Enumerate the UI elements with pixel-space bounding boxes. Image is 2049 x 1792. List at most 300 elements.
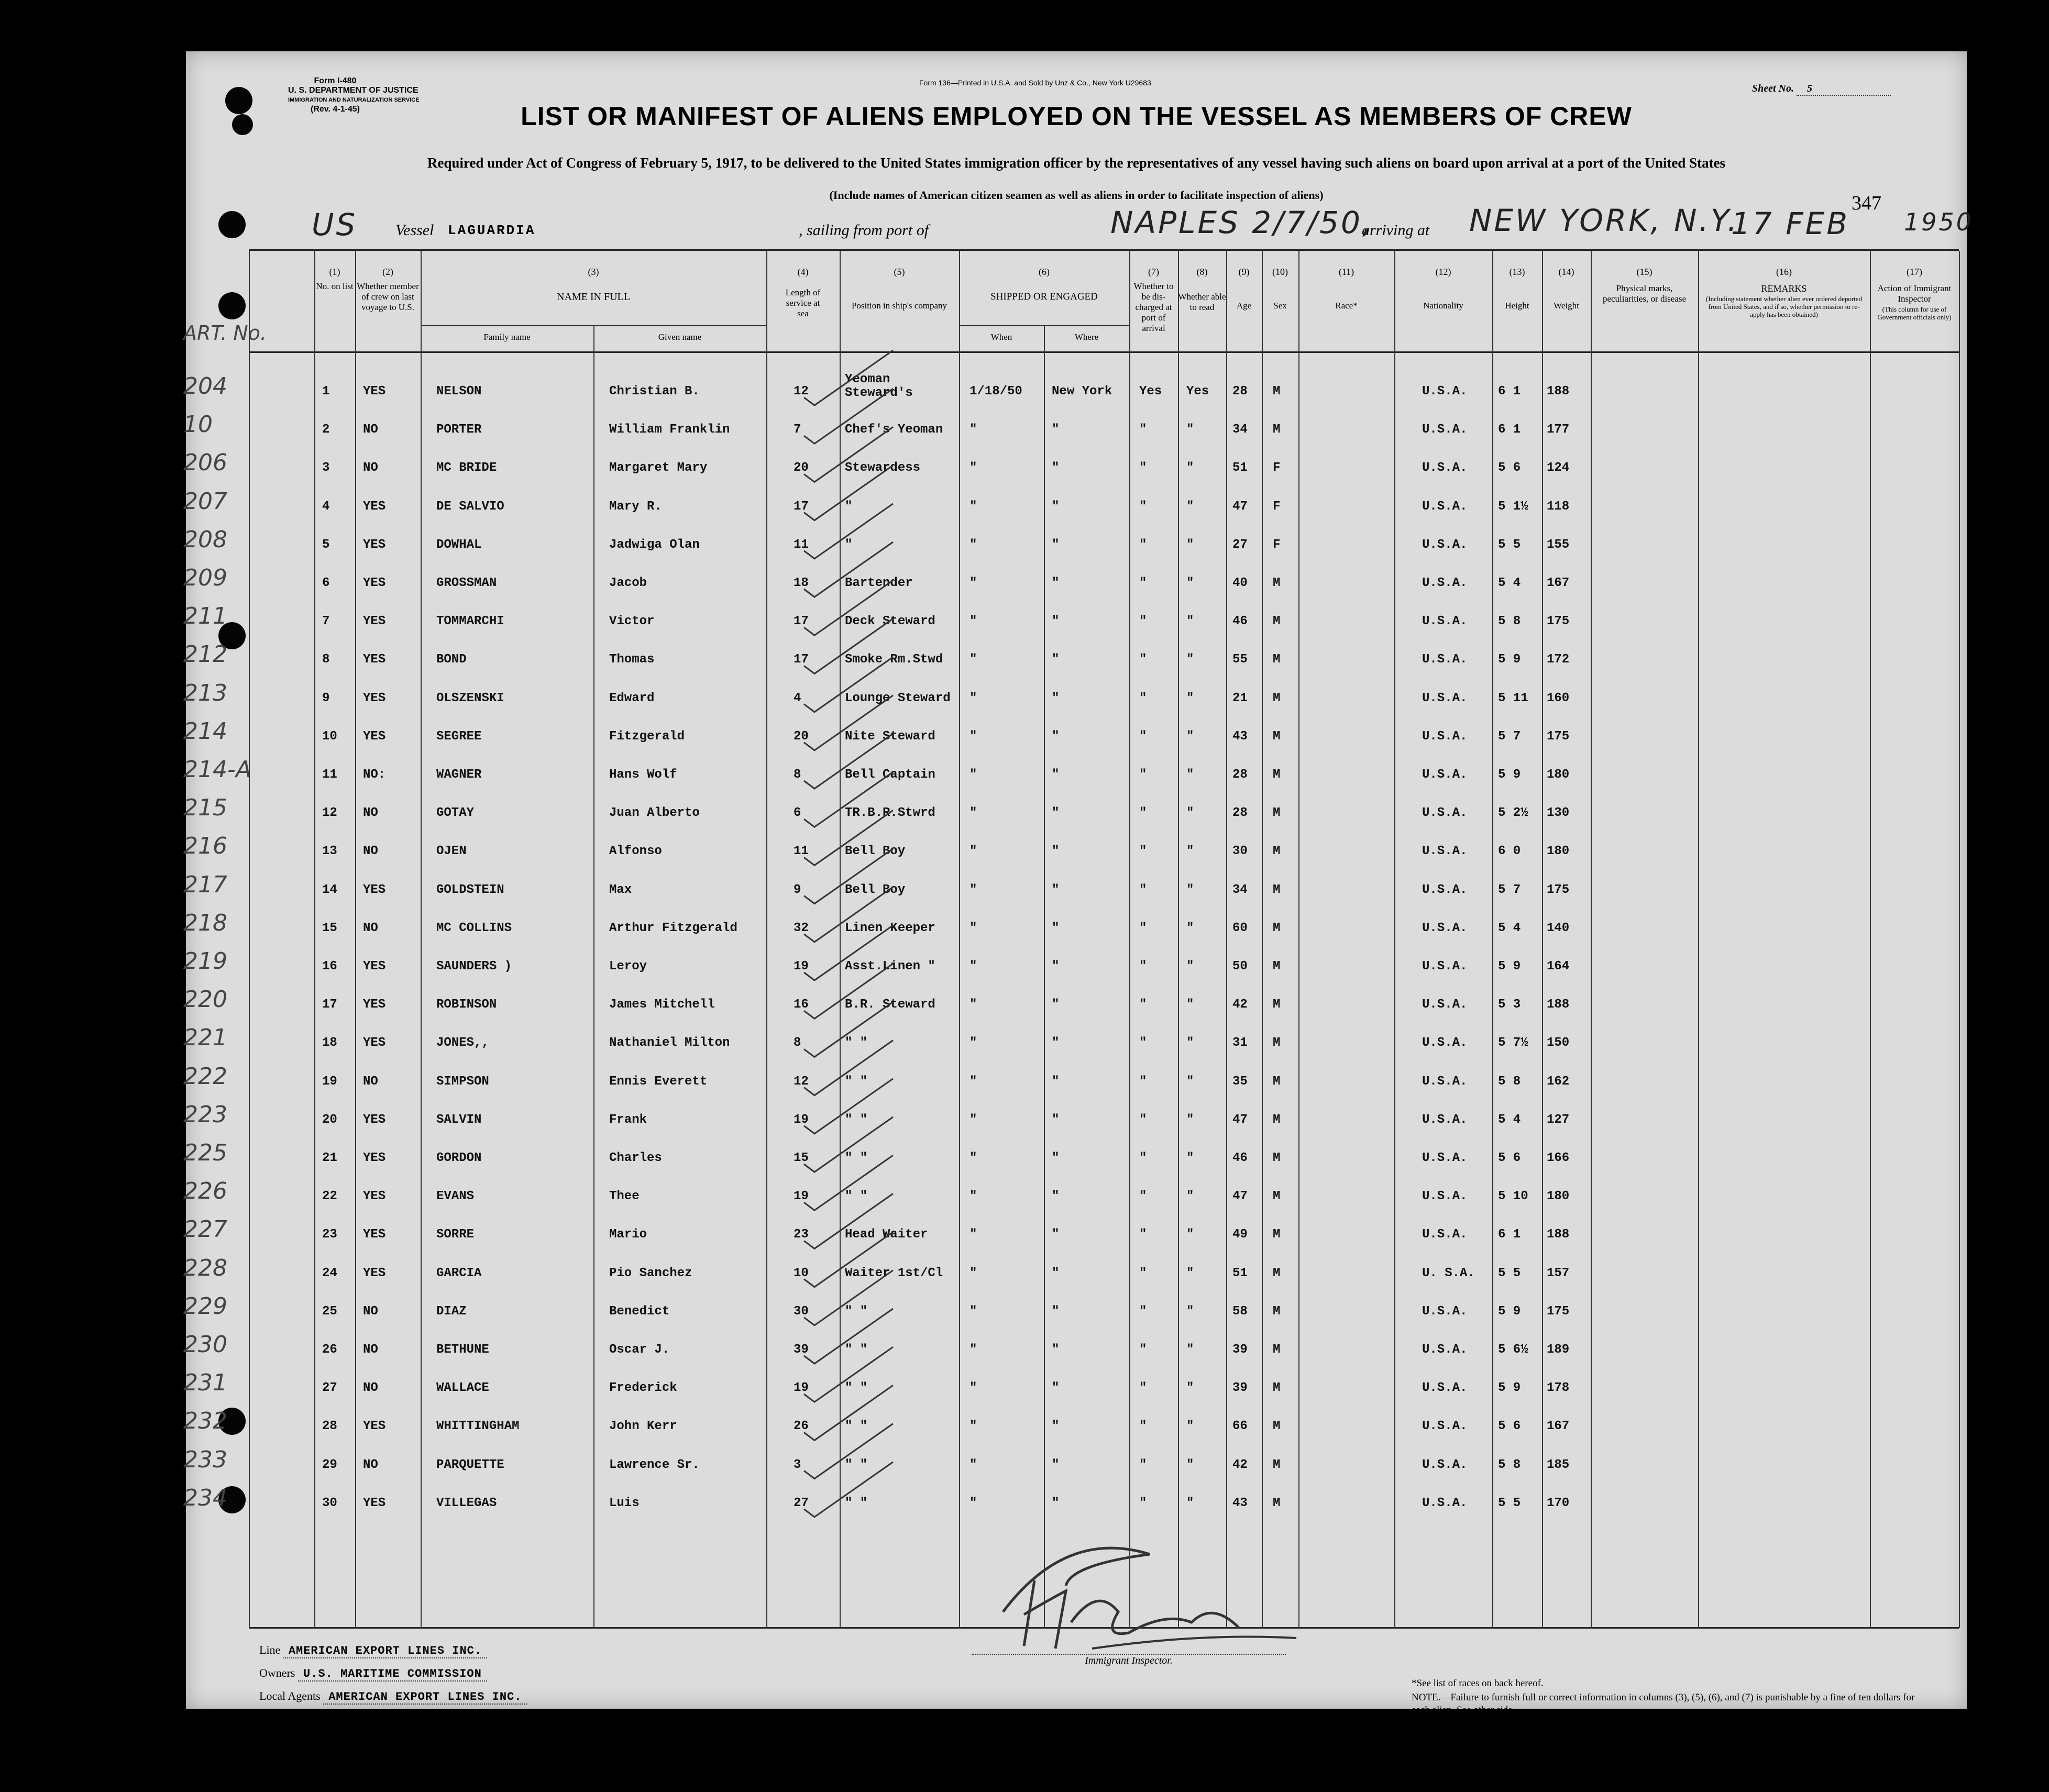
family-name: SORRE	[436, 1227, 475, 1242]
able-to-read: "	[1186, 1381, 1194, 1396]
age: 43	[1232, 729, 1248, 744]
shipped-when: "	[970, 1189, 977, 1204]
discharged: "	[1139, 576, 1147, 590]
sex: M	[1273, 806, 1281, 821]
position: Waiter 1st/Cl	[845, 1266, 943, 1280]
shipped-when: "	[970, 614, 977, 629]
discharged: "	[1139, 1151, 1147, 1165]
weight: 178	[1547, 1381, 1570, 1396]
col-head-8: Whether able to read	[1178, 292, 1226, 312]
given-name: Mario	[609, 1227, 647, 1242]
height: 5 8	[1498, 614, 1521, 629]
position: " "	[845, 1189, 868, 1204]
service-length: 6	[794, 806, 801, 821]
service-length: 8	[794, 768, 801, 782]
position: Asst.Linen "	[845, 959, 935, 974]
position: " "	[845, 1496, 868, 1510]
weight: 166	[1547, 1151, 1570, 1165]
given-name: Hans Wolf	[609, 768, 677, 782]
col-head-12: Nationality	[1423, 301, 1463, 311]
shipped-when: "	[970, 1074, 977, 1089]
shipped-where: "	[1052, 1381, 1060, 1396]
age: 49	[1232, 1227, 1248, 1242]
column-line	[1698, 251, 1699, 1628]
discharged: "	[1139, 1074, 1147, 1089]
last-voyage: YES	[363, 384, 386, 399]
last-voyage: YES	[363, 499, 386, 514]
height: 5 5	[1498, 1496, 1521, 1510]
col-head-5: Position in ship's company	[851, 301, 948, 311]
col-num-9: (9)	[1238, 267, 1250, 277]
position: Deck Steward	[845, 614, 935, 629]
given-name: Frederick	[609, 1381, 677, 1396]
family-name: BETHUNE	[436, 1343, 489, 1357]
art-number: 211	[183, 603, 227, 630]
shipped-when: "	[970, 1266, 977, 1280]
row-number: 2	[322, 423, 330, 437]
service-length: 16	[794, 998, 809, 1012]
height: 5 5	[1498, 1266, 1521, 1280]
able-to-read: "	[1186, 1074, 1194, 1089]
height: 5 7½	[1498, 1036, 1528, 1050]
sex: M	[1273, 652, 1281, 667]
nationality: U.S.A.	[1422, 1036, 1468, 1050]
art-number: 228	[183, 1254, 227, 1281]
family-name: PARQUETTE	[436, 1457, 504, 1472]
able-to-read: "	[1186, 576, 1194, 590]
given-name: Jacob	[609, 576, 647, 590]
nationality: U.S.A.	[1422, 614, 1468, 629]
shipped-where: "	[1052, 499, 1060, 514]
position: Chef's Yeoman	[845, 423, 943, 437]
service-length: 10	[794, 1266, 809, 1280]
art-number: 222	[183, 1063, 227, 1090]
shipped-where: "	[1052, 1189, 1060, 1204]
last-voyage: NO	[363, 1381, 378, 1396]
nationality: U.S.A.	[1422, 1381, 1468, 1396]
column-line	[1226, 251, 1227, 1628]
position: Linen Keeper	[845, 921, 935, 935]
position: Bell Captain	[845, 768, 935, 782]
shipped-where: "	[1052, 959, 1060, 974]
discharged: "	[1139, 1227, 1147, 1242]
position: " "	[845, 1074, 868, 1089]
height: 5 9	[1498, 1381, 1521, 1396]
height: 5 6½	[1498, 1343, 1528, 1357]
vessel-name: LAGUARDIA	[448, 223, 536, 238]
footer-agents	[259, 1689, 527, 1703]
art-number: 221	[183, 1024, 227, 1052]
able-to-read: "	[1186, 998, 1194, 1012]
given-name: James Mitchell	[609, 998, 715, 1012]
art-number: 230	[183, 1331, 227, 1358]
weight: 150	[1547, 1036, 1570, 1050]
nationality: U.S.A.	[1422, 461, 1468, 475]
nationality: U.S.A.	[1422, 384, 1468, 399]
able-to-read: "	[1186, 1457, 1194, 1472]
position: " "	[845, 1419, 868, 1434]
shipped-when: "	[970, 844, 977, 859]
discharged: "	[1139, 729, 1147, 744]
shipped-when: "	[970, 537, 977, 552]
family-name: BOND	[436, 652, 467, 667]
subnote: (Include names of American citizen seamen as well as aliens in order to facilitate inspection of aliens)	[829, 189, 1324, 202]
age: 58	[1232, 1304, 1248, 1319]
discharged: "	[1139, 1381, 1147, 1396]
last-voyage: NO	[363, 806, 378, 821]
service-length: 4	[794, 691, 801, 705]
age: 51	[1232, 1266, 1248, 1280]
inspector-signature	[993, 1518, 1317, 1654]
discharged: "	[1139, 691, 1147, 705]
last-voyage: NO	[363, 1074, 378, 1089]
position: " "	[845, 1151, 868, 1165]
revision: (Rev. 4-1-45)	[311, 105, 360, 114]
last-voyage: YES	[363, 729, 386, 744]
row-number: 18	[322, 1036, 337, 1050]
shipped-when: "	[970, 882, 977, 897]
sex: M	[1273, 1304, 1281, 1319]
sex: F	[1273, 499, 1281, 514]
height: 6 0	[1498, 844, 1521, 859]
weight: 157	[1547, 1266, 1570, 1280]
shipped-when: "	[970, 423, 977, 437]
service: IMMIGRATION AND NATURALIZATION SERVICE	[288, 97, 420, 103]
position: Bell Boy	[845, 882, 906, 897]
age: 55	[1232, 652, 1248, 667]
able-to-read: "	[1186, 1266, 1194, 1280]
form-number: Form I-480	[314, 76, 357, 85]
age: 51	[1232, 461, 1248, 475]
service-length: 26	[794, 1419, 809, 1434]
service-length: 7	[794, 423, 801, 437]
column-line	[1492, 251, 1493, 1628]
weight: 180	[1547, 1189, 1570, 1204]
shipped-where: "	[1052, 1419, 1060, 1434]
sex: F	[1273, 461, 1281, 475]
last-voyage: YES	[363, 959, 386, 974]
service-length: 17	[794, 614, 809, 629]
nationality: U.S.A.	[1422, 691, 1468, 705]
family-name: SEGREE	[436, 729, 482, 744]
weight: 160	[1547, 691, 1570, 705]
family-name: OJEN	[436, 844, 467, 859]
nationality: U.S.A.	[1422, 1419, 1468, 1434]
weight: 189	[1547, 1343, 1570, 1357]
art-number: 216	[183, 833, 227, 860]
discharged: "	[1139, 461, 1147, 475]
able-to-read: "	[1186, 806, 1194, 821]
height: 5 9	[1498, 768, 1521, 782]
age: 39	[1232, 1381, 1248, 1396]
sailing-label: , sailing from port of	[799, 222, 929, 239]
weight: 172	[1547, 652, 1570, 667]
row-number: 10	[322, 729, 337, 744]
shipped-where: "	[1052, 1496, 1060, 1510]
height: 5 6	[1498, 1151, 1521, 1165]
given-name: Juan Alberto	[609, 806, 700, 821]
sex: M	[1273, 921, 1281, 935]
sex: M	[1273, 1112, 1281, 1127]
col-num-13: (13)	[1509, 267, 1525, 277]
art-number: 226	[183, 1178, 227, 1205]
column-line	[355, 251, 356, 1628]
art-number: 208	[183, 526, 227, 553]
art-number: 232	[183, 1408, 227, 1435]
age: 43	[1232, 1496, 1248, 1510]
row-number: 12	[322, 806, 337, 821]
weight: 140	[1547, 921, 1570, 935]
family-name: GOLDSTEIN	[436, 882, 504, 897]
service-length: 27	[794, 1496, 809, 1510]
col-head-where: Where	[1074, 332, 1099, 342]
row-number: 23	[322, 1227, 337, 1242]
column-line	[1129, 251, 1130, 1628]
service-length: 19	[794, 959, 809, 974]
col-num-4: (4)	[797, 267, 809, 277]
given-name: Edward	[609, 691, 655, 705]
family-name: GOTAY	[436, 806, 475, 821]
shipped-when: "	[970, 1381, 977, 1396]
shipped-when: "	[970, 691, 977, 705]
given-name: Fitzgerald	[609, 729, 685, 744]
discharged: "	[1139, 921, 1147, 935]
able-to-read: "	[1186, 461, 1194, 475]
able-to-read: "	[1186, 537, 1194, 552]
height: 5 11	[1498, 691, 1528, 705]
given-name: Christian B.	[609, 384, 700, 399]
weight: 188	[1547, 998, 1570, 1012]
arriving-port: NEW YORK, N.Y.	[1469, 203, 1739, 238]
col-sub-17: (This column for use of Government officials only)	[1877, 305, 1952, 321]
shipped-where: "	[1052, 806, 1060, 821]
art-number: 214-A	[183, 756, 251, 783]
last-voyage: YES	[363, 537, 386, 552]
arriving-label: arriving at	[1362, 222, 1430, 239]
service-length: 20	[794, 461, 809, 475]
weight: 177	[1547, 423, 1570, 437]
shipped-when: 1/18/50	[970, 384, 1022, 399]
discharged: "	[1139, 1496, 1147, 1510]
sex: M	[1273, 614, 1281, 629]
column-line	[249, 251, 250, 1628]
row-number: 13	[322, 844, 337, 859]
shipped-when: "	[970, 1036, 977, 1050]
subheader-line	[959, 325, 1129, 326]
given-name: Leroy	[609, 959, 647, 974]
art-number: 217	[183, 871, 227, 898]
family-name: DOWHAL	[436, 537, 482, 552]
able-to-read: Yes	[1186, 384, 1209, 399]
height: 5 8	[1498, 1457, 1521, 1472]
row-number: 21	[322, 1151, 337, 1165]
col-head-11: Race*	[1335, 301, 1358, 311]
sex: M	[1273, 576, 1281, 590]
age: 28	[1232, 384, 1248, 399]
last-voyage: YES	[363, 1496, 386, 1510]
family-name: JONES,,	[436, 1036, 489, 1050]
art-number: 219	[183, 948, 227, 975]
nationality: U.S.A.	[1422, 1227, 1468, 1242]
sex: M	[1273, 768, 1281, 782]
col-sub-16: (Including statement whether alien ever ordered deported from United States, and if so, whether permission to re-apply has been obtained)	[1705, 295, 1863, 318]
age: 27	[1232, 537, 1248, 552]
service-length: 23	[794, 1227, 809, 1242]
height: 6 1	[1498, 384, 1521, 399]
department: U. S. DEPARTMENT OF JUSTICE	[288, 86, 418, 95]
service-length: 19	[794, 1112, 809, 1127]
row-number: 19	[322, 1074, 337, 1089]
height: 5 8	[1498, 1074, 1521, 1089]
weight: 188	[1547, 1227, 1570, 1242]
check-mark	[804, 1462, 893, 1517]
last-voyage: YES	[363, 882, 386, 897]
family-name: PORTER	[436, 423, 482, 437]
sheet-label: Sheet No.	[1752, 83, 1794, 94]
shipped-when: "	[970, 806, 977, 821]
shipped-where: "	[1052, 1112, 1060, 1127]
family-name: SIMPSON	[436, 1074, 489, 1089]
row-number: 15	[322, 921, 337, 935]
given-name: Frank	[609, 1112, 647, 1127]
shipped-when: "	[970, 1227, 977, 1242]
footer-line	[259, 1643, 487, 1657]
shipped-where: "	[1052, 729, 1060, 744]
age: 47	[1232, 1112, 1248, 1127]
able-to-read: "	[1186, 1189, 1194, 1204]
discharged: "	[1139, 499, 1147, 514]
shipped-where: "	[1052, 423, 1060, 437]
age: 46	[1232, 1151, 1248, 1165]
age: 47	[1232, 499, 1248, 514]
age: 60	[1232, 921, 1248, 935]
last-voyage: YES	[363, 1266, 386, 1280]
able-to-read: "	[1186, 1343, 1194, 1357]
art-number: 231	[183, 1369, 227, 1397]
sex: M	[1273, 1457, 1281, 1472]
discharged: "	[1139, 1304, 1147, 1319]
given-name: Lawrence Sr.	[609, 1457, 700, 1472]
sex: M	[1273, 1496, 1281, 1510]
given-name: Nathaniel Milton	[609, 1036, 730, 1050]
subtitle: Required under Act of Congress of February 5, 1917, to be delivered to the United States immigration officer by the representatives of any vessel having such aliens on board upon arrival at a port of the United States	[427, 155, 1726, 171]
able-to-read: "	[1186, 882, 1194, 897]
weight: 180	[1547, 844, 1570, 859]
col-num-8: (8)	[1196, 267, 1208, 277]
col-head-when: When	[990, 332, 1012, 342]
last-voyage: NO	[363, 1304, 378, 1319]
last-voyage: NO	[363, 423, 378, 437]
line-label: Line	[259, 1643, 281, 1656]
position: " "	[845, 1343, 868, 1357]
art-number: 233	[183, 1446, 227, 1473]
shipped-when: "	[970, 768, 977, 782]
height: 5 9	[1498, 652, 1521, 667]
given-name: Alfonso	[609, 844, 662, 859]
agents-label: Local Agents	[259, 1689, 321, 1702]
discharged: "	[1139, 844, 1147, 859]
able-to-read: "	[1186, 729, 1194, 744]
shipped-where: "	[1052, 1457, 1060, 1472]
family-name: NELSON	[436, 384, 482, 399]
able-to-read: "	[1186, 959, 1194, 974]
shipped-when: "	[970, 499, 977, 514]
last-voyage: YES	[363, 1227, 386, 1242]
col-head-10: Sex	[1273, 301, 1287, 311]
service-length: 20	[794, 729, 809, 744]
shipped-where: "	[1052, 882, 1060, 897]
column-line	[766, 251, 767, 1628]
art-number: 209	[183, 565, 227, 591]
age: 46	[1232, 614, 1248, 629]
last-voyage: NO	[363, 461, 378, 475]
family-name: MC BRIDE	[436, 461, 497, 475]
discharged: "	[1139, 1189, 1147, 1204]
shipped-when: "	[970, 1112, 977, 1127]
given-name: Pio Sanchez	[609, 1266, 692, 1280]
weight: 175	[1547, 729, 1570, 744]
able-to-read: "	[1186, 768, 1194, 782]
last-voyage: YES	[363, 691, 386, 705]
shipped-when: "	[970, 1496, 977, 1510]
family-name: GROSSMAN	[436, 576, 497, 590]
position: TR.B.R.Stwrd	[845, 806, 935, 821]
weight: 185	[1547, 1457, 1570, 1472]
given-name: Thomas	[609, 652, 655, 667]
service-length: 9	[794, 882, 801, 897]
row-number: 8	[322, 652, 330, 667]
col-num-5: (5)	[894, 267, 905, 277]
weight: 155	[1547, 537, 1570, 552]
discharged: "	[1139, 1419, 1147, 1434]
col-num-1: (1)	[329, 267, 340, 277]
shipped-where: "	[1052, 576, 1060, 590]
height: 5 6	[1498, 1419, 1521, 1434]
last-voyage: NO	[363, 921, 378, 935]
given-name: Mary R.	[609, 499, 662, 514]
shipped-when: "	[970, 1419, 977, 1434]
position: Stewardess	[845, 461, 921, 475]
family-name: WHITTINGHAM	[436, 1419, 520, 1434]
age: 31	[1232, 1036, 1248, 1050]
art-number: 213	[183, 679, 227, 706]
art-number: 214	[183, 717, 227, 745]
family-name: VILLEGAS	[436, 1496, 497, 1510]
age: 28	[1232, 806, 1248, 821]
position: Bartender	[845, 576, 913, 590]
col-num-7: (7)	[1148, 267, 1159, 277]
height: 5 9	[1498, 959, 1521, 974]
row-number: 5	[322, 537, 330, 552]
sex: M	[1273, 729, 1281, 744]
given-name: Ennis Everett	[609, 1074, 708, 1089]
sheet-number	[1752, 83, 1891, 96]
printer-line: Form 136—Printed in U.S.A. and Sold by Unz & Co., New York U29683	[919, 79, 1151, 87]
row-number: 6	[322, 576, 330, 590]
last-voyage: YES	[363, 652, 386, 667]
service-length: 19	[794, 1381, 809, 1396]
nationality: U. S.A.	[1422, 1266, 1475, 1280]
given-name: Jadwiga Olan	[609, 537, 700, 552]
sheet-value: 5	[1797, 83, 1891, 96]
able-to-read: "	[1186, 1112, 1194, 1127]
col-head-1: No. on list	[316, 281, 354, 291]
check-marks	[783, 335, 993, 1644]
footer-owners	[259, 1666, 487, 1680]
service-length: 32	[794, 921, 809, 935]
shipped-when: "	[970, 1457, 977, 1472]
discharged: "	[1139, 1266, 1147, 1280]
